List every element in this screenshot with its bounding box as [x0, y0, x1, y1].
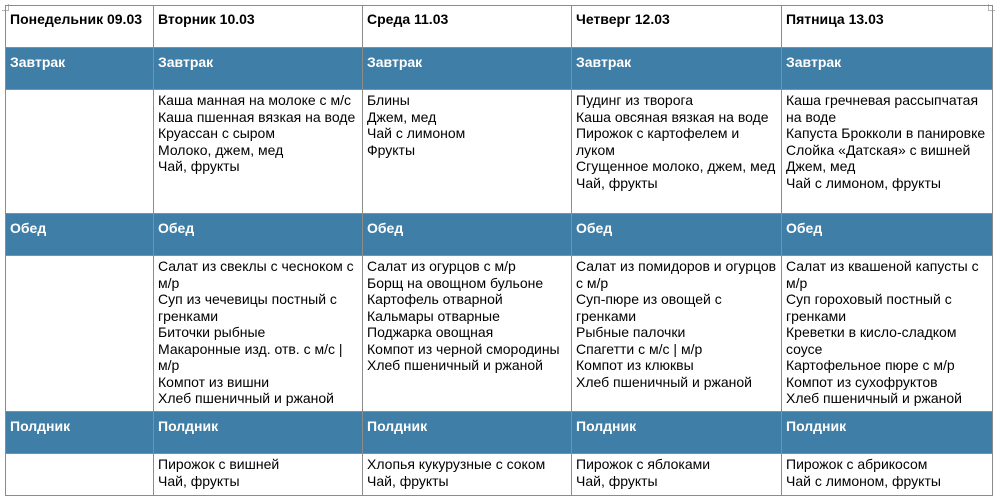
menu-item: Пирожок с картофелем и луком: [576, 125, 740, 158]
meal-header-cell: Полдник: [782, 412, 993, 454]
day-header-cell: Понедельник 09.03: [6, 6, 154, 48]
menu-item: Джем, мед: [786, 158, 856, 174]
meal-header-cell: Завтрак: [363, 48, 572, 90]
menu-item: Борщ на овощном бульоне: [367, 274, 544, 291]
menu-item: Хлеб пшеничный и ржаной: [158, 390, 334, 406]
menu-item: Кальмары отварные: [367, 307, 500, 324]
menu-item: Хлеб пшеничный и ржаной: [786, 390, 962, 406]
meal-items-row-snack: [6, 454, 993, 496]
menu-item: Макаронные изд. отв. с м/с | м/р: [158, 340, 343, 373]
menu-item: Чай с лимоном, фрукты: [786, 174, 941, 191]
menu-item: Спагетти с м/с | м/р: [576, 340, 703, 357]
menu-item: Чай, фрукты: [576, 472, 658, 489]
menu-item: Круассан с сыром: [158, 125, 275, 141]
meal-header-cell: Обед: [363, 214, 572, 256]
meal-items-row-lunch: [6, 256, 993, 412]
menu-item: Чай, фрукты: [367, 472, 449, 489]
menu-item: Компот из вишни: [158, 373, 270, 390]
menu-item: Компот из черной смородины: [367, 340, 560, 357]
meal-items-cell: [782, 90, 993, 214]
meal-header-cell: Полдник: [154, 412, 363, 454]
menu-item: Салат из свеклы с чесноком с м/р: [158, 258, 354, 291]
meal-header-cell: Обед: [782, 214, 993, 256]
menu-item: Каша овсяная вязкая на воде: [576, 108, 769, 125]
meal-items-cell: [6, 256, 154, 412]
menu-item: Пирожок с вишней: [158, 456, 280, 472]
menu-item: Каша пшенная вязкая на воде: [158, 108, 356, 125]
menu-item: Салат из помидоров и огурцов с м/р: [576, 258, 777, 291]
meal-items-row-breakfast: [6, 90, 993, 214]
meal-items-cell: [6, 90, 154, 214]
menu-item: Джем, мед: [367, 108, 437, 125]
menu-table-body: [6, 6, 993, 496]
menu-item: Чай с лимоном, фрукты: [786, 472, 941, 489]
meal-items-cell: [782, 256, 993, 412]
meal-header-cell: Завтрак: [782, 48, 993, 90]
menu-item: Хлеб пшеничный и ржаной: [576, 373, 752, 390]
meal-items-cell: [572, 256, 782, 412]
menu-item: Суп-пюре из овощей с гренками: [576, 291, 722, 324]
meal-header-row-breakfast: [6, 48, 993, 90]
day-header-cell: Четверг 12.03: [572, 6, 782, 48]
menu-item: Салат из квашеной капусты с м/р: [786, 258, 979, 291]
meal-header-row-snack: [6, 412, 993, 454]
menu-item: Чай с лимоном: [367, 125, 466, 141]
menu-item: Чай, фрукты: [576, 174, 658, 191]
meal-header-cell: Завтрак: [572, 48, 782, 90]
menu-item: Каша гречневая рассыпчатая на воде: [786, 92, 979, 125]
meal-header-cell: Полдник: [363, 412, 572, 454]
menu-item: Поджарка овощная: [367, 324, 494, 340]
meal-header-cell: Обед: [154, 214, 363, 256]
meal-items-cell: [363, 454, 572, 496]
menu-item: Слойка «Датская» с вишней: [786, 141, 971, 158]
menu-item: Пирожок с яблоками: [576, 456, 711, 472]
meal-header-cell: Полдник: [6, 412, 154, 454]
meal-header-cell: Завтрак: [6, 48, 154, 90]
menu-item: Суп гороховый постный с гренками: [786, 291, 952, 324]
menu-item: Компот из клюквы: [576, 357, 694, 373]
menu-item: Чай, фрукты: [158, 472, 240, 489]
menu-item: Рыбные палочки: [576, 324, 686, 340]
meal-header-cell: Полдник: [572, 412, 782, 454]
menu-item: Картофельное пюре с м/р: [786, 357, 955, 373]
meal-header-cell: Завтрак: [154, 48, 363, 90]
meal-items-cell: [154, 454, 363, 496]
meal-header-cell: Обед: [6, 214, 154, 256]
meal-header-row-lunch: [6, 214, 993, 256]
meal-items-cell: [572, 90, 782, 214]
menu-item: Хлеб пшеничный и ржаной: [367, 357, 543, 373]
meal-items-cell: [6, 454, 154, 496]
menu-item: Каша манная на молоке с м/с: [158, 92, 351, 108]
menu-item: Фрукты: [367, 141, 416, 158]
meal-header-cell: Обед: [572, 214, 782, 256]
menu-item: Компот из сухофруктов: [786, 373, 938, 390]
meal-items-cell: [782, 454, 993, 496]
meal-items-cell: [572, 454, 782, 496]
menu-item: Блины: [367, 92, 410, 108]
menu-item: Молоко, джем, мед: [158, 141, 284, 158]
menu-item: Хлопья кукурузные с соком: [367, 456, 546, 472]
meal-items-cell: [154, 90, 363, 214]
weekly-menu-table: [5, 5, 993, 496]
menu-item: Салат из огурцов с м/р: [367, 258, 516, 274]
meal-items-cell: [363, 90, 572, 214]
menu-item: Чай, фрукты: [158, 158, 240, 174]
day-header-cell: Среда 11.03: [363, 6, 572, 48]
menu-item: Пирожок с абрикосом: [786, 456, 928, 472]
menu-item: Сгущенное молоко, джем, мед: [576, 158, 776, 174]
meal-items-cell: [154, 256, 363, 412]
menu-item: Креветки в кисло-сладком соусе: [786, 324, 957, 357]
day-header-row: [6, 6, 993, 48]
meal-items-cell: [363, 256, 572, 412]
menu-item: Биточки рыбные: [158, 324, 266, 340]
menu-item: Картофель отварной: [367, 291, 503, 307]
menu-item: Капуста Брокколи в панировке: [786, 125, 986, 141]
day-header-cell: Пятница 13.03: [782, 6, 993, 48]
menu-item: Суп из чечевицы постный с гренками: [158, 291, 337, 324]
menu-item: Пудинг из творога: [576, 92, 694, 108]
day-header-cell: Вторник 10.03: [154, 6, 363, 48]
